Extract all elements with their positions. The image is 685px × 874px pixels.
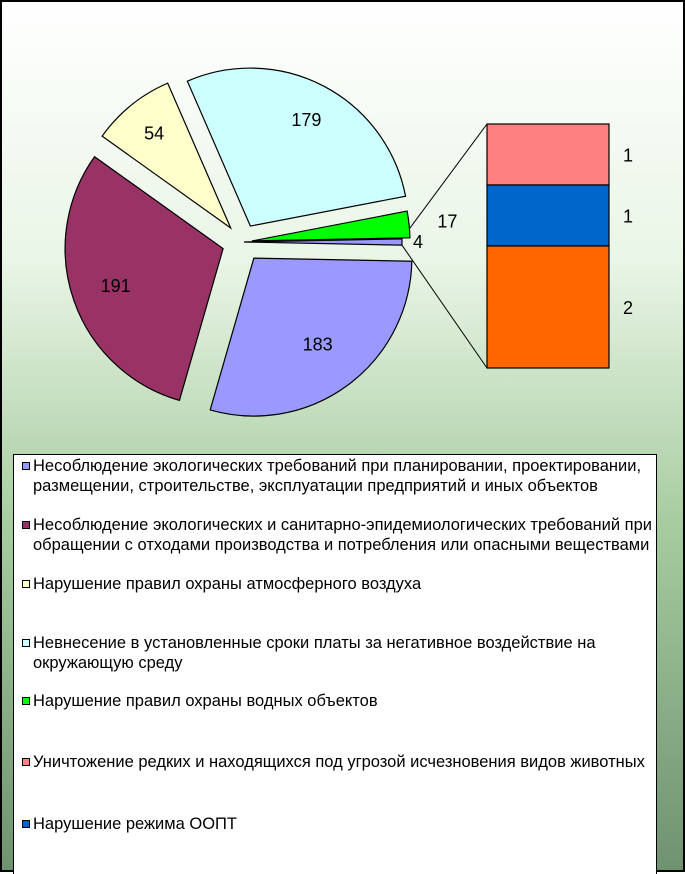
legend-text: Несоблюдение экологических требований при планировании, проектировании, размещении, строительстве, эксплуатации предприятий и иных объектов — [33, 457, 642, 495]
legend-marker — [22, 580, 30, 588]
legend-item-waste-requirements — [22, 516, 652, 555]
bar-value-label: 1 — [623, 145, 634, 166]
bar-value-label: 1 — [623, 206, 634, 227]
slice-value-label: 54 — [144, 123, 165, 144]
slice-value-label: 183 — [302, 334, 333, 355]
legend-marker — [22, 521, 30, 529]
legend-item-design-requirements — [22, 457, 652, 496]
slice-value-label: 17 — [437, 211, 458, 232]
slice-value-label: 179 — [291, 109, 322, 130]
legend-text: Нарушение режима ООПТ — [33, 815, 237, 833]
bar-segment-rare-species — [487, 124, 609, 185]
legend-item-rare-species — [22, 753, 652, 773]
legend-text: Нарушение правил охраны водных объектов — [33, 692, 378, 710]
connector-bottom — [402, 245, 487, 368]
bar-value-label: 2 — [623, 298, 634, 318]
slice-value-label: 4 — [413, 232, 424, 252]
pie — [65, 68, 457, 416]
legend-text: Невнесение в установленные сроки платы за негативное воздействие на окружающую среду — [33, 634, 596, 672]
legend — [13, 454, 657, 874]
legend-text: Нарушение правил охраны атмосферного воздуха — [33, 575, 422, 593]
legend-text: Уничтожение редких и находящихся под угрозой исчезновения видов животных — [33, 753, 645, 771]
legend-marker — [22, 639, 30, 647]
bar-segment-other — [487, 246, 609, 368]
legend-marker — [22, 462, 30, 470]
legend-item-protected-areas — [22, 815, 652, 835]
legend-item-unpaid-fees — [22, 634, 652, 673]
breakdown-bar — [487, 124, 633, 368]
legend-text: Несоблюдение экологических и санитарно-эпидемиологических требований при обращении с отходами производства и потребления или опасными веществами — [33, 516, 652, 554]
legend-item-air-protection — [22, 575, 652, 595]
legend-marker — [22, 697, 30, 705]
legend-item-water-protection — [22, 692, 652, 712]
legend-marker — [22, 758, 30, 766]
slice-value-label: 191 — [100, 275, 131, 296]
legend-marker — [22, 820, 30, 828]
bar-segment-protected-areas — [487, 185, 609, 246]
